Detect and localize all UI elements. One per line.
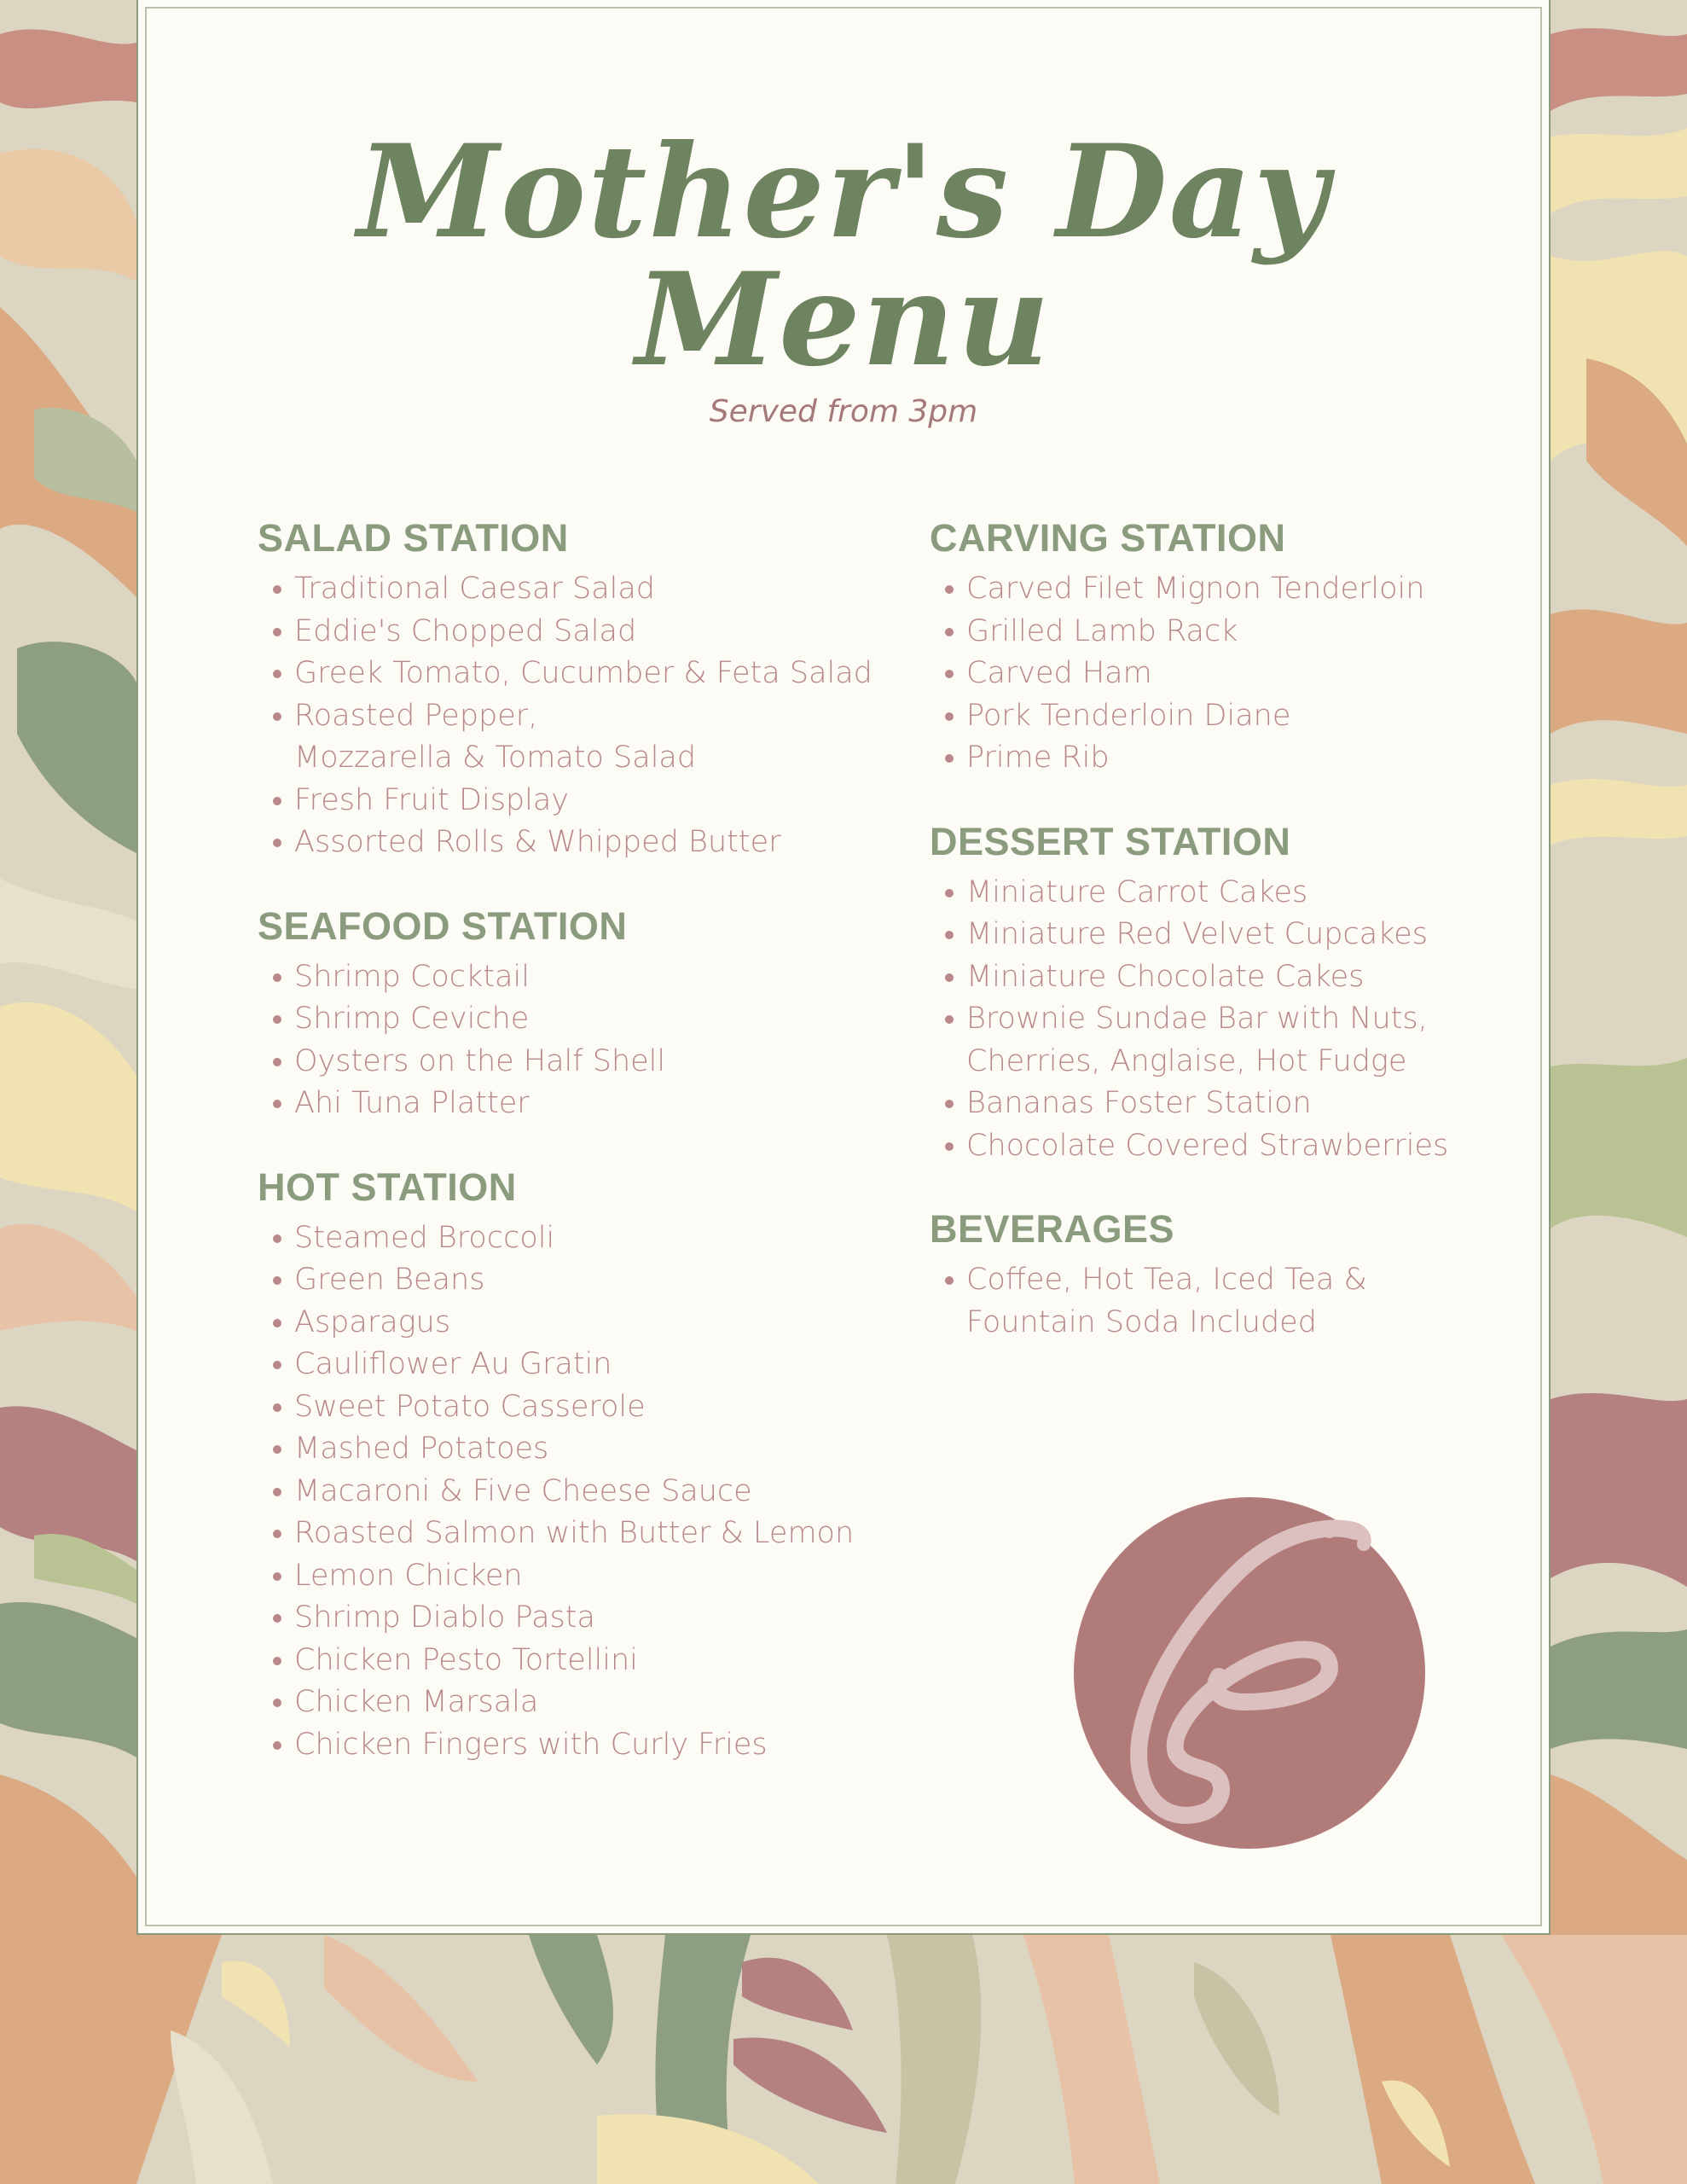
menu-item-label: Grilled Lamb Rack <box>966 613 1238 648</box>
dessert-station-section <box>930 816 1475 1168</box>
menu-item-label: Cauliflower Au Gratin <box>294 1347 612 1381</box>
menu-item-label: Chicken Pesto Tortellini <box>294 1642 638 1677</box>
menu-item-label: Steamed Broccoli <box>294 1220 555 1255</box>
bullet-icon <box>945 712 954 721</box>
bullet-icon <box>273 585 281 594</box>
menu-item-label: Lemon Chicken <box>294 1558 523 1593</box>
menu-item <box>258 1682 914 1724</box>
menu-item <box>258 1597 914 1640</box>
menu-title: Mother's Day Menu <box>357 117 1330 395</box>
section-heading: CARVING STATION <box>930 516 1286 560</box>
carving-station-section <box>930 512 1475 780</box>
menu-item <box>930 1259 1475 1344</box>
bullet-icon <box>273 1100 281 1108</box>
bullet-icon <box>945 670 954 678</box>
menu-item-label: Asparagus <box>294 1304 451 1339</box>
menu-item-label: Green Beans <box>294 1263 485 1297</box>
menu-item <box>258 1640 914 1682</box>
menu-item-label: Traditional Caesar Salad <box>294 572 656 606</box>
bullet-icon <box>273 973 281 982</box>
right-column <box>930 512 1475 1380</box>
menu-item <box>258 1724 914 1767</box>
bullet-icon <box>945 1142 954 1151</box>
menu-item <box>258 1555 914 1598</box>
menu-item <box>930 568 1475 611</box>
bullet-icon <box>945 585 954 594</box>
menu-item <box>258 1386 914 1429</box>
menu-item <box>258 956 914 999</box>
menu-item <box>930 653 1475 695</box>
section-heading: DESSERT STATION <box>930 819 1291 863</box>
menu-item <box>930 998 1475 1083</box>
menu-item <box>930 737 1475 780</box>
left-column <box>258 512 914 1802</box>
bullet-icon <box>273 797 281 805</box>
menu-item <box>258 1513 914 1555</box>
bullet-icon <box>273 628 281 636</box>
menu-item-label: Ahi Tuna Platter <box>294 1086 530 1120</box>
bullet-icon <box>273 1741 281 1750</box>
beverages-section <box>930 1203 1475 1344</box>
menu-item-label: Roasted Pepper, Mozzarella & Tomato Salad <box>294 698 697 775</box>
menu-item <box>258 695 914 780</box>
menu-item-label: Pork Tenderloin Diane <box>966 698 1291 733</box>
bullet-icon <box>273 670 281 678</box>
monogram-e-icon <box>1074 1497 1425 1849</box>
bullet-icon <box>273 839 281 847</box>
menu-item <box>258 568 914 611</box>
menu-item <box>258 653 914 695</box>
section-heading: SALAD STATION <box>258 516 569 560</box>
menu-item-label: Miniature Carrot Cakes <box>966 874 1308 909</box>
bullet-icon <box>945 754 954 763</box>
bullet-icon <box>945 973 954 982</box>
section-heading: SEAFOOD STATION <box>258 903 628 948</box>
bullet-icon <box>945 1015 954 1024</box>
menu-item <box>258 1259 914 1302</box>
menu-item-label: Carved Ham <box>966 656 1152 690</box>
menu-item-label: Prime Rib <box>966 741 1110 775</box>
menu-item <box>258 1471 914 1513</box>
menu-card <box>136 0 1551 1935</box>
menu-item-label: Macaroni & Five Cheese Sauce <box>294 1473 752 1508</box>
menu-item-label: Chicken Fingers with Curly Fries <box>294 1727 768 1762</box>
menu-item-label: Coffee, Hot Tea, Iced Tea & Fountain Soda Included <box>966 1263 1367 1339</box>
bullet-icon <box>273 1699 281 1707</box>
bullet-icon <box>273 1445 281 1454</box>
menu-item-label: Roasted Salmon with Butter & Lemon <box>294 1516 855 1550</box>
menu-item <box>930 611 1475 653</box>
bullet-icon <box>273 1488 281 1496</box>
bullet-icon <box>945 1100 954 1108</box>
seafood-station-section <box>258 900 914 1125</box>
menu-item-label: Assorted Rolls & Whipped Butter <box>294 825 781 859</box>
menu-item <box>258 1217 914 1260</box>
menu-item <box>258 998 914 1041</box>
menu-item <box>258 1428 914 1471</box>
menu-subtitle: Served from 3pm <box>709 394 978 429</box>
section-heading: BEVERAGES <box>930 1207 1175 1251</box>
menu-item <box>258 611 914 653</box>
menu-item <box>930 914 1475 956</box>
bullet-icon <box>945 931 954 939</box>
menu-item <box>930 872 1475 915</box>
bullet-icon <box>945 889 954 897</box>
bullet-icon <box>273 1276 281 1285</box>
menu-item <box>930 695 1475 738</box>
menu-item-label: Chocolate Covered Strawberries <box>966 1128 1449 1163</box>
menu-item <box>258 822 914 864</box>
bullet-icon <box>273 1657 281 1665</box>
menu-item <box>930 1083 1475 1125</box>
menu-item <box>930 956 1475 999</box>
menu-item-label: Bananas Foster Station <box>966 1086 1312 1120</box>
bullet-icon <box>273 1530 281 1538</box>
menu-item <box>258 1041 914 1083</box>
bullet-icon <box>273 1058 281 1066</box>
bullet-icon <box>273 1614 281 1623</box>
bullet-icon <box>273 1572 281 1581</box>
menu-item-label: Mashed Potatoes <box>294 1432 549 1466</box>
menu-item <box>258 1302 914 1345</box>
menu-item-label: Miniature Red Velvet Cupcakes <box>966 917 1428 951</box>
menu-item-label: Miniature Chocolate Cakes <box>966 959 1365 994</box>
menu-item <box>258 1083 914 1125</box>
bullet-icon <box>273 1361 281 1369</box>
menu-item-label: Sweet Potato Casserole <box>294 1389 646 1424</box>
bullet-icon <box>273 1319 281 1327</box>
menu-item-label: Shrimp Diablo Pasta <box>294 1600 595 1635</box>
menu-item <box>258 780 914 822</box>
section-heading: HOT STATION <box>258 1165 517 1209</box>
menu-item-label: Shrimp Ceviche <box>294 1002 530 1036</box>
menu-item-label: Oysters on the Half Shell <box>294 1043 666 1078</box>
salad-station-section <box>258 512 914 864</box>
menu-item <box>258 1344 914 1386</box>
bullet-icon <box>273 1015 281 1024</box>
hot-station-section <box>258 1161 914 1767</box>
menu-item-label: Shrimp Cocktail <box>294 959 530 994</box>
menu-item-label: Brownie Sundae Bar with Nuts, Cherries, Anglaise, Hot Fudge <box>966 1002 1428 1078</box>
bullet-icon <box>273 712 281 721</box>
monogram-logo <box>1074 1497 1425 1849</box>
menu-item <box>930 1125 1475 1168</box>
bullet-icon <box>273 1234 281 1243</box>
menu-item-label: Eddie's Chopped Salad <box>294 613 637 648</box>
bullet-icon <box>945 628 954 636</box>
menu-item-label: Carved Filet Mignon Tenderloin <box>966 572 1425 606</box>
menu-item-label: Fresh Fruit Display <box>294 782 570 817</box>
bullet-icon <box>945 1276 954 1285</box>
menu-item-label: Chicken Marsala <box>294 1685 539 1719</box>
bullet-icon <box>273 1403 281 1412</box>
menu-item-label: Greek Tomato, Cucumber & Feta Salad <box>294 656 872 690</box>
